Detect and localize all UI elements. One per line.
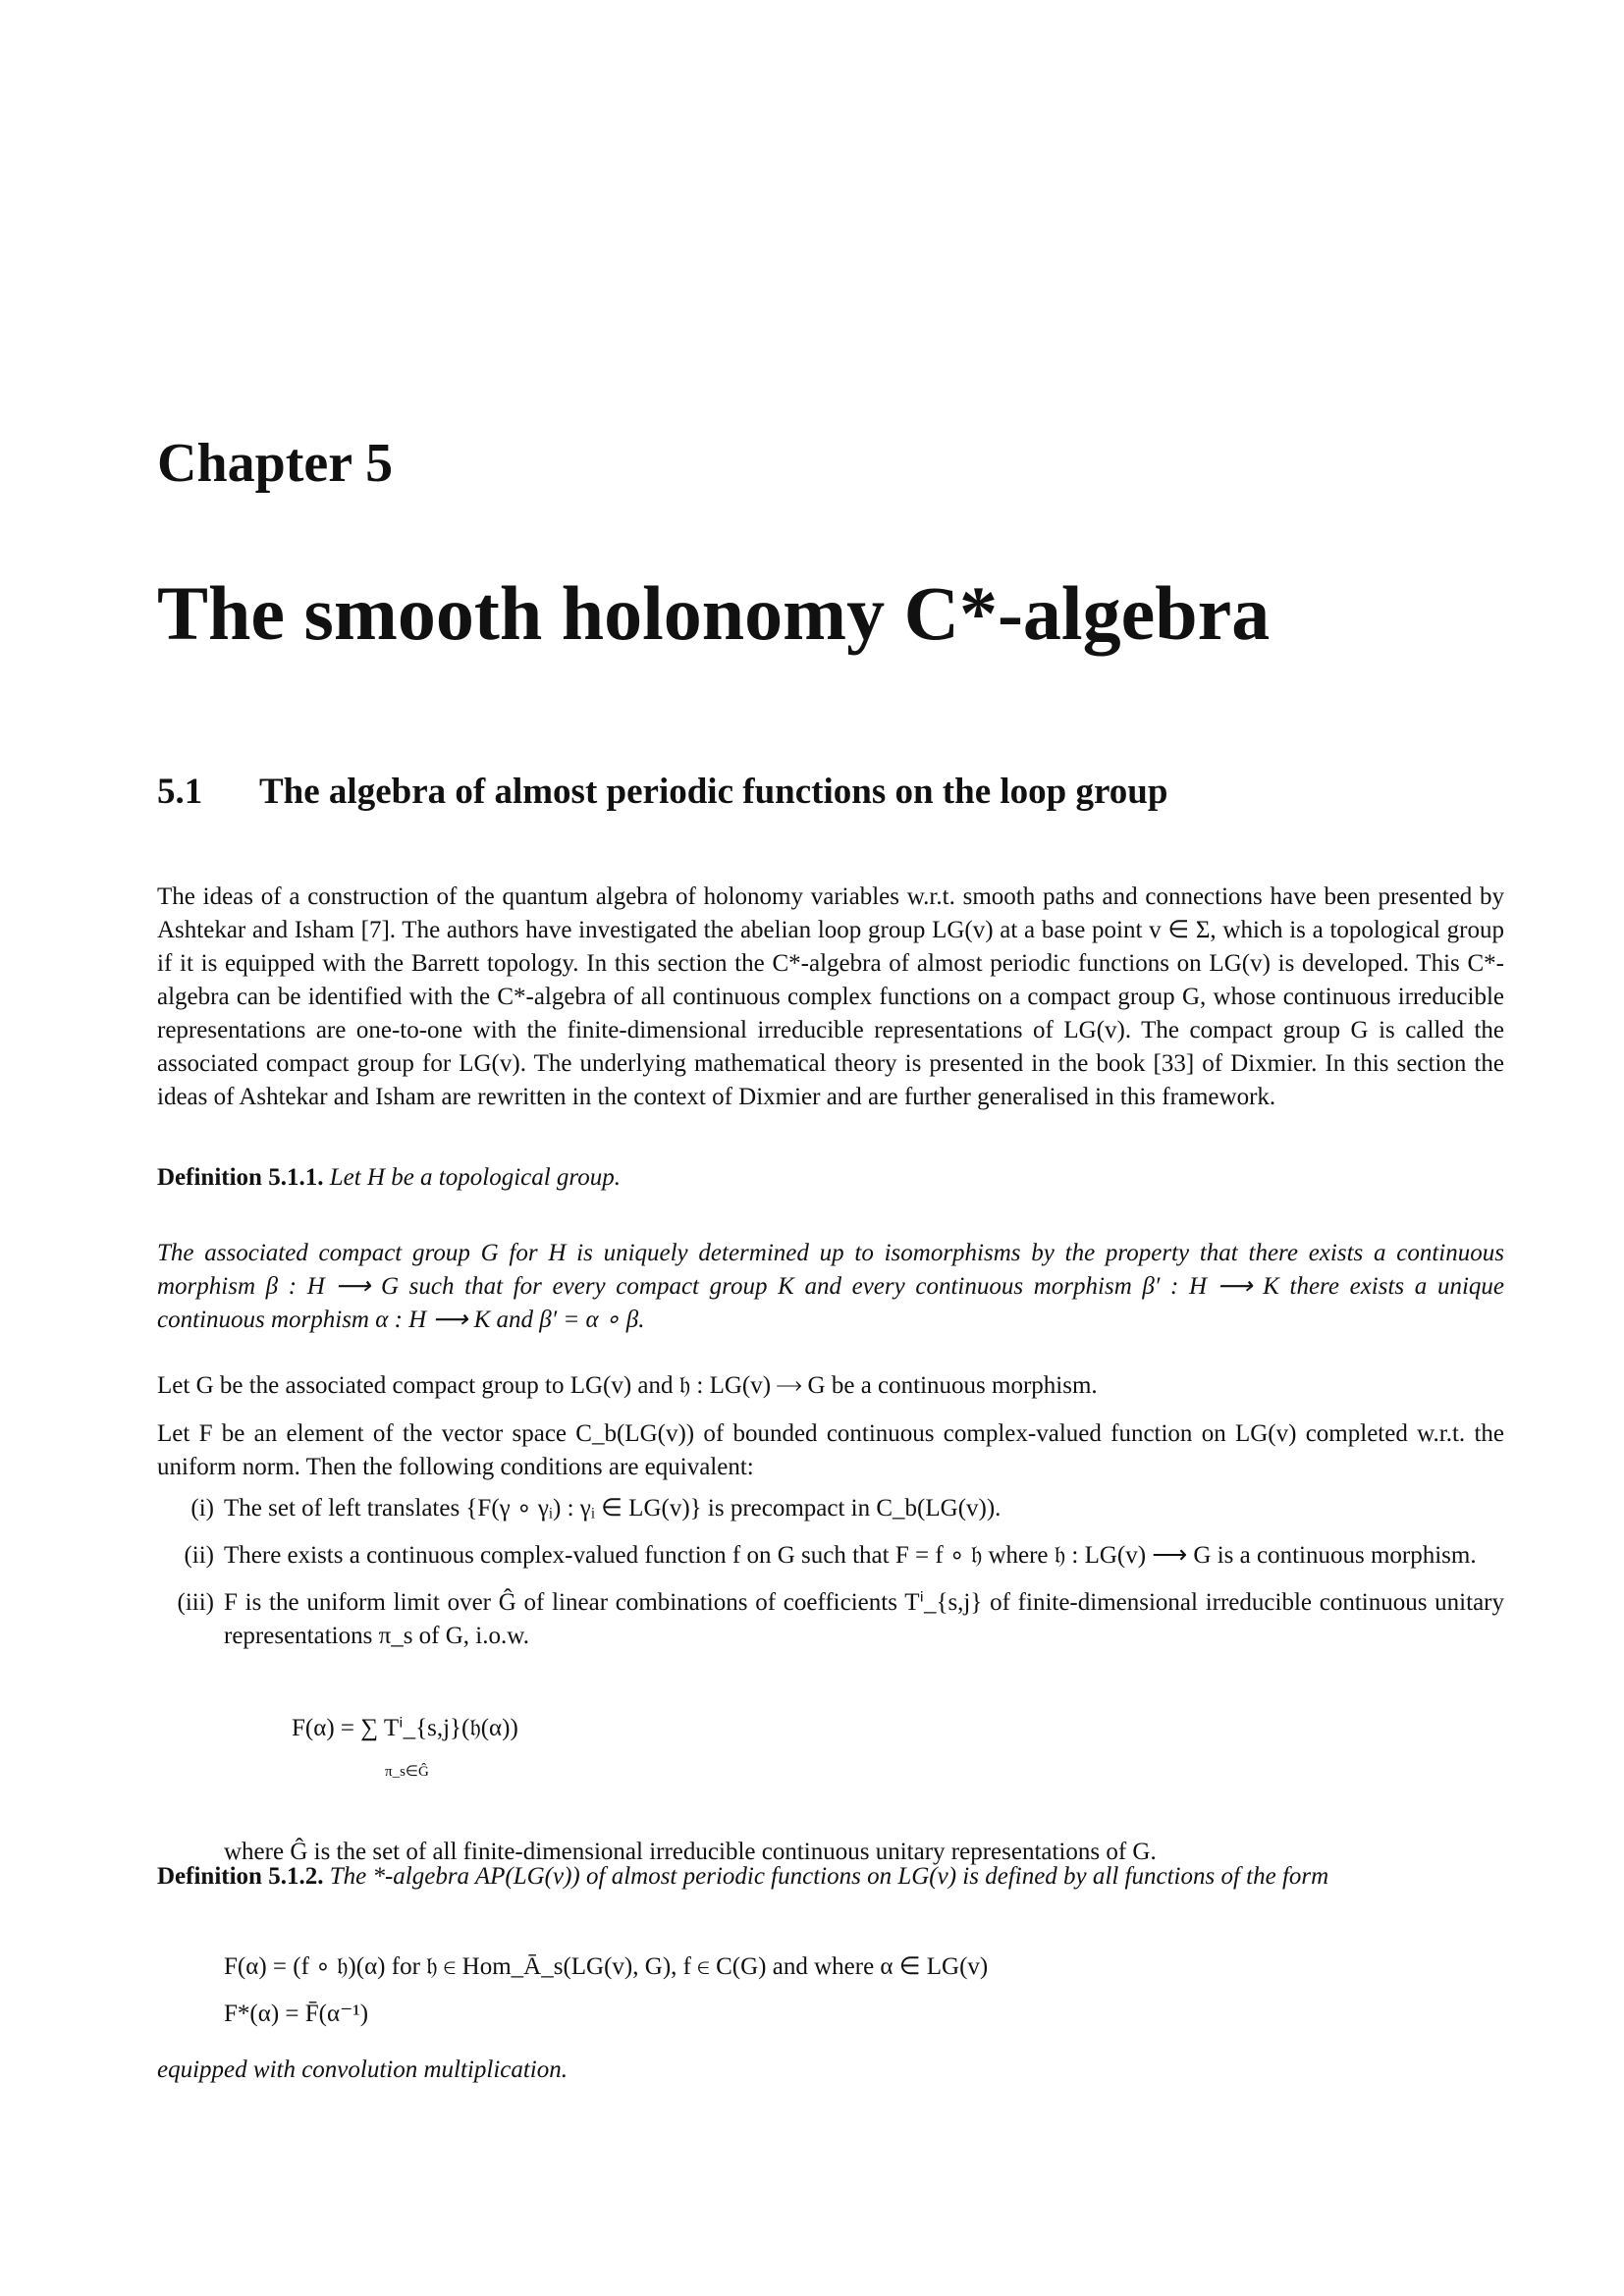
conditions-list [157, 1492, 1504, 1667]
condition-text: F is the uniform limit over Ĝ of linear combinations of coefficients Tⁱ_{s,j} of finite-dimensional irreducible continuous unitary representations π_s of G, i.o.w. [224, 1589, 1504, 1649]
definition-5-1-2 [157, 1860, 1504, 1894]
def2-formula-line1: F(α) = (f ∘ 𝔥)(α) for 𝔥 ∈ Hom_Ā_s(LG(v), G), f ∈ C(G) and where α ∈ LG(v) [224, 1953, 989, 1980]
where-paragraph: where Ĝ is the set of all finite-dimensional irreducible continuous unitary representations of G. [224, 1839, 1157, 1865]
definition-5-1-1-body: The associated compact group G for H is uniquely determined up to isomorphisms by the property that there exists a continuous morphism β : H ⟶ G such that for every compact group K and every continuous morphism β′ : H ⟶ K there exists a unique continuous morphism α : H ⟶ K and β′ = α ∘ β. [157, 1240, 1504, 1333]
condition-label: (ii) [184, 1542, 214, 1569]
sum-formula: F(α) = ∑ Tⁱ_{s,j}(𝔥(α)) [292, 1715, 518, 1741]
definition-label: Definition 5.1.2. [157, 1863, 324, 1890]
def2-formula-line2: F*(α) = F̄(α⁻¹) [224, 2001, 369, 2027]
section-title: The algebra of almost periodic functions on the loop group [259, 772, 1168, 812]
sum-index: π_s∈Ĝ [385, 1764, 429, 1780]
definition-body: The *-algebra AP(LG(v)) of almost periodic functions on LG(v) is defined by all functions of the form [329, 1863, 1329, 1890]
condition-item [157, 1492, 1504, 1525]
condition-item [157, 1586, 1504, 1653]
section-heading [157, 771, 1167, 813]
let-g-paragraph: Let G be the associated compact group to LG(v) and 𝔥 : LG(v) ⟶ G be a continuous morphism. [157, 1372, 1098, 1399]
chapter-title: The smooth holonomy C*-algebra [157, 570, 1271, 656]
definition-5-1-1-header [157, 1161, 1504, 1195]
let-f-paragraph: Let F be an element of the vector space C_b(LG(v)) of bounded continuous complex-valued function on LG(v) completed w.r.t. the uniform norm. Then the following conditions are equivalent: [157, 1420, 1504, 1480]
section-number: 5.1 [157, 772, 203, 812]
chapter-label: Chapter 5 [157, 433, 394, 494]
definition-label: Definition 5.1.1. [157, 1164, 324, 1191]
intro-paragraph: The ideas of a construction of the quantum algebra of holonomy variables w.r.t. smooth paths and connections have been presented by Ashtekar and Isham [7]. The authors have investigated the abelian loop group LG(v) at a base point v ∈ Σ, which is a topological group if it is equipped with the Barrett topology. In this section the C*-algebra of almost periodic functions on LG(v) is developed. This C*-algebra can be identified with the C*-algebra of all continuous complex functions on a compact group G, whose continuous irreducible representations are one-to-one with the finite-dimensional irreducible representations of LG(v). The compact group G is called the associated compact group for LG(v). The underlying mathematical theory is presented in the book [33] of Dixmier. In this section the ideas of Ashtekar and Isham are rewritten in the context of Dixmier and are further generalised in this framework. [157, 883, 1504, 1110]
condition-text: The set of left translates {F(γ ∘ γᵢ) : γᵢ ∈ LG(v)} is precompact in C_b(LG(v)). [224, 1495, 1001, 1522]
condition-text: There exists a continuous complex-valued function f on G such that F = f ∘ 𝔥 where 𝔥 : LG(v) ⟶ G is a continuous morphism. [224, 1542, 1477, 1569]
condition-label: (iii) [177, 1589, 214, 1616]
condition-label: (i) [190, 1495, 214, 1522]
closing-line: equipped with convolution multiplication. [157, 2056, 568, 2083]
definition-lead: Let H be a topological group. [329, 1164, 621, 1191]
condition-item [157, 1539, 1504, 1573]
